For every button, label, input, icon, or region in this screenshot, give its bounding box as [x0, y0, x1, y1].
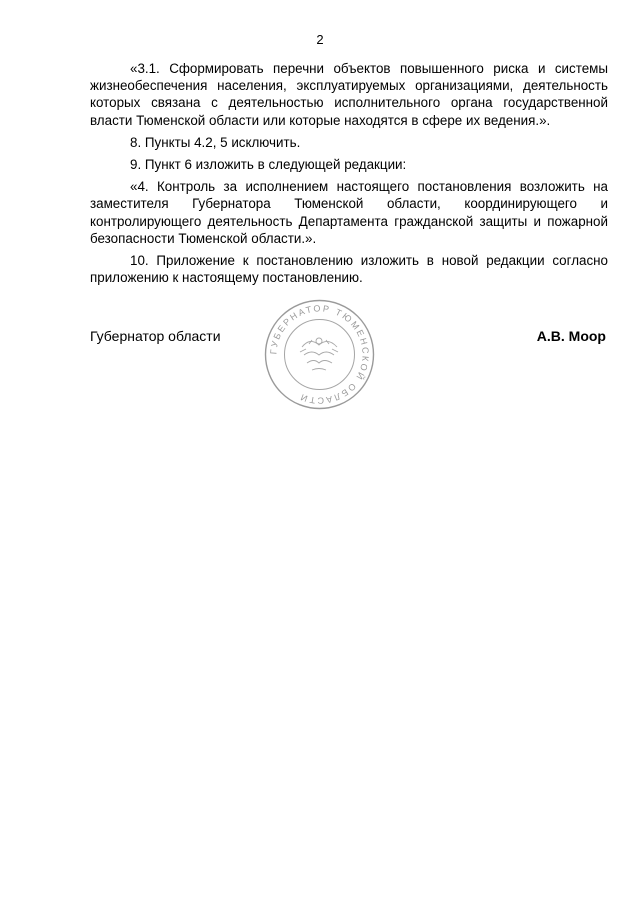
page-number: 2: [316, 32, 324, 47]
seal-emblem: [300, 338, 338, 370]
paragraph-item-8: 8. Пункты 4.2, 5 исключить.: [130, 134, 301, 150]
signer-name: А.В. Моор: [536, 328, 606, 344]
official-seal-stamp: [262, 297, 377, 412]
paragraph-4: «4. Контроль за исполнением настоящего постановления возложить на заместителя Губернатора Тюменской области, координирующего и контролирующего деятельность Департамента гражданской защиты и пожарной безопасности Тюменской области.».: [90, 179, 608, 246]
paragraph-item-9: 9. Пункт 6 изложить в следующей редакции:: [130, 157, 407, 173]
signer-title: Губернатор области: [90, 328, 221, 344]
paragraph-3-1: «3.1. Сформировать перечни объектов повышенного риска и системы жизнеобеспечения населения, эксплуатируемых организациями, деятельность которых связана с деятельностью исполнительного органа государственной власти Тюменской области или которые находятся в сфере их ведения.».: [90, 61, 608, 128]
document-body: [90, 60, 608, 291]
seal-ring-text: ГУБЕРНАТОР ТЮМЕНСКОЙ ОБЛАСТИ: [268, 303, 371, 406]
paragraph-item-10: 10. Приложение к постановлению изложить в новой редакции согласно приложению к настоящему постановлению.: [90, 253, 608, 286]
